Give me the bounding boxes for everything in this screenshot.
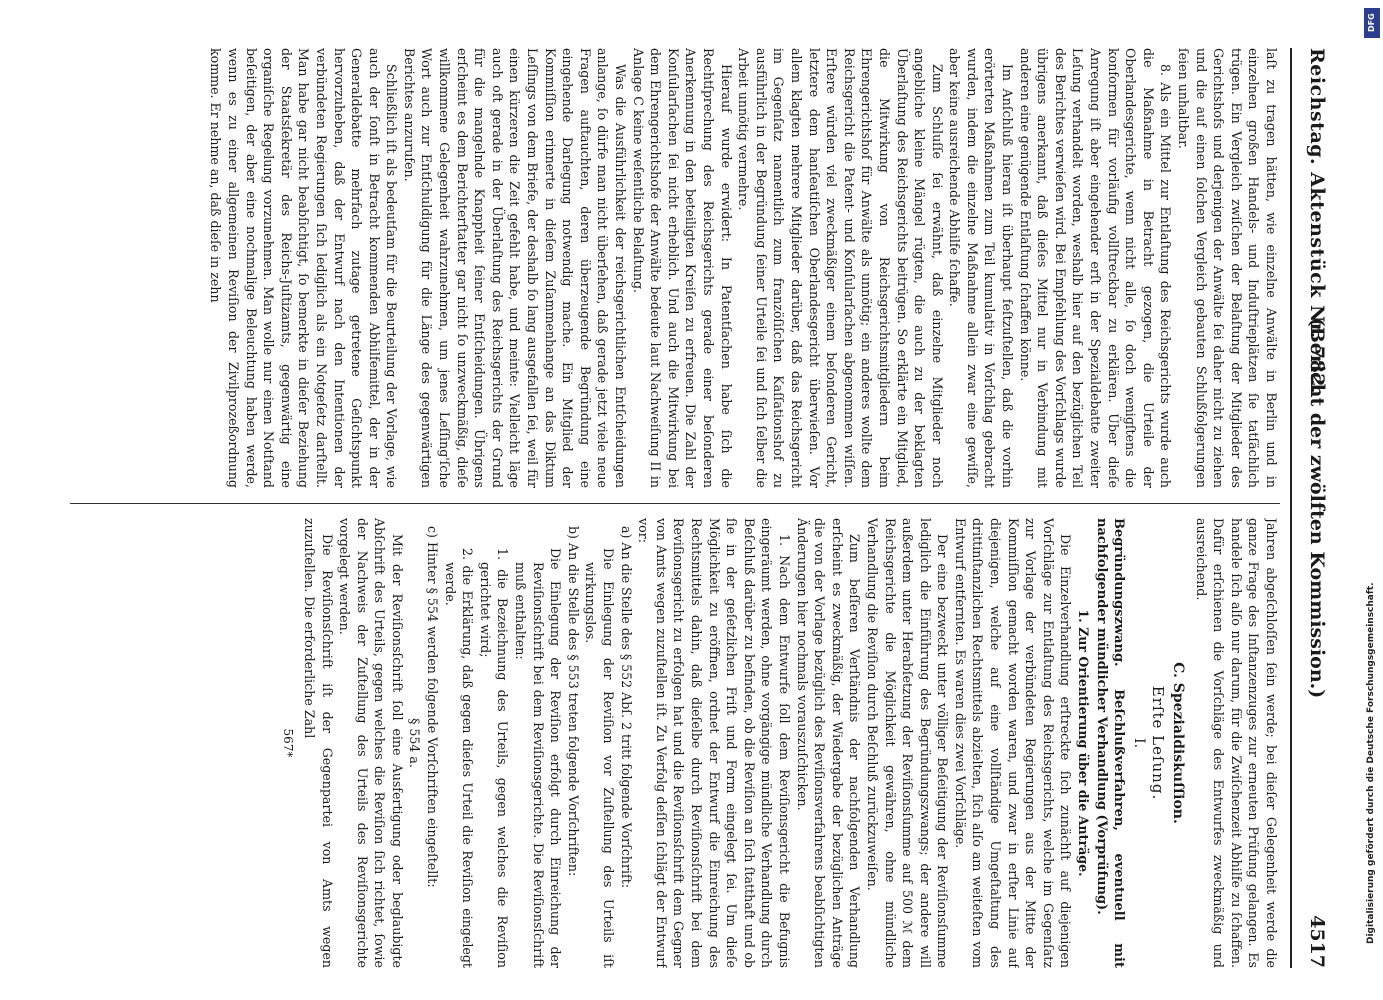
column-divider [70, 503, 1280, 504]
roman-numeral: I. [1130, 738, 1147, 748]
paragraph: Zum beſſeren Verſtändnis der nachfolgenden Verhandlung erſcheint es zweckmäßig, der Wiedergabe der bezüglichen Anträge die von der Vorlage bezüglich des Reviſionsverfahrens beabſichtigten Änderungen hier nochmals vorauszuſchicken. [794, 518, 863, 968]
paragraph: Zum Schluſſe ſei erwähnt, daß einzelne Mitglieder noch angebliche kleine Mängel rügten, die auch zu der beklagten Überlaſtung des Reichsgerichts beitrügen. So erklärte ein Mitglied, die Mitwirkung von Reichsgerichtsmitgliedern beim Ehrengerichtshof für Anwälte als unnötig; ein anderes wollte dem Reichsgericht die Patent- und Konſularſachen abgenommen wiſſen. Erſtere würden viel zweckmäßiger einem beſonderen Gericht, letztere dem hanſeatiſchen Oberlandesgericht überwieſen. Vor allem klagten mehrere Mitglieder darüber, daß das Reichsgericht im Gegenſatz namentlich zum franzöſiſchen Kaſſationshof zu ausführlich in der Begründung ſeiner Urteile ſei und ſich ſelber die Arbeit unnötig vermehre. [736, 48, 945, 488]
list-item: Die Einlegung der Reviſion erfolgt durch Einreichung der Reviſionsſchrift bei dem Reviſionsgerichte. Die Reviſionsſchrift muß enthalten: [513, 548, 564, 968]
list-item: c) Hinter § 554 werden folgende Vorſchriften eingeſtellt: [425, 526, 441, 888]
digitization-credit: Digitalisierung gefördert durch die Deutsche Forschungsgemeinschaft. [1366, 582, 1376, 944]
paragraph: Mit der Reviſionsſchrift ſoll eine Ausfertigung oder beglaubigte Abſchrift des Urteils, gegen welches die Reviſion ſich richtet, ſowie der Nachweis der Zuſtellung des Urteils des Reviſionsgerichte vorgelegt werden. [337, 518, 405, 968]
paragraph: Die Reviſionsſchrift iſt der Gegenpartei von Amts wegen zuzuſtellen. Die erforderliche Zahl [301, 518, 335, 968]
subsection-heading: Erſte Leſung. [1149, 685, 1168, 801]
paragraph: Hierauf wurde erwidert: In Patentſachen habe ſich die Rechtſprechung des Reichsgerichts gerade einer beſonderen Anerkennung in den beteiligten Kreiſen zu erfreuen. Die Zahl der Konſularſachen ſei nicht erheblich. Und auch die Mitwirkung bei dem Ehrengerichtshofe der Anwälte bedeute laut Nachweiſung II in Anlage C keine weſentliche Belaſtung. [630, 48, 734, 488]
paragraph: 1. Nach dem Entwurfe ſoll dem Reviſionsgericht die Befugnis eingeräumt werden, ohne vorgängige mündliche Verhandlung durch Beſchluß darüber zu befinden, ob die Reviſion an ſich ſtatthaft und ob ſie in der geſetzlichen Friſt und Form eingelegt ſei. Um dieſe Möglichkeit zu eröffnen, ordnet der Entwurf die Einreichung des Rechtsmittels dahin, daß dieſelbe durch Reviſionsſchrift bei dem Reviſionsgericht zu erfolgen hat und die Reviſionsſchrift dem Gegner von Amts wegen zuzuſtellen iſt. Zu Verfolg deſſen ſchlägt der Entwurf vor: [636, 518, 792, 968]
paragraph: Jahren abgeſchloſſen ſein werde; bei dieſer Gelegenheit werde die ganze Frage des Inſtanzenzuges zur erneuten Prüfung gelangen. Es handele ſich alſo nur darum, für die Zwiſchenzeit Abhilfe zu ſchaffen. Dafür erſchienen die Vorſchläge des Entwurfes zweckmäßig und ausreichend. [1193, 518, 1279, 968]
list-item: 1. die Bezeichnung des Urteils, gegen welches die Reviſion gerichtet wird; [477, 548, 511, 968]
orientation-heading: 1. Zur Orientierung über die Anträge. [1076, 609, 1092, 877]
paragraph: Der eine bezweckt unter völliger Beſeitigung der Reviſionsſumme lediglich die Einführung des Begründungszwangs; der andere will außerdem unter Herabſetzung der Reviſionsſumme auf 500 ℳ dem Reichsgerichte die Möglichkeit gewähren, ohne mündliche Verhandlung die Reviſion durch Beſchluß zurückzuweiſen. [864, 518, 951, 968]
paragraph-number: § 554 a. [407, 718, 423, 768]
page-number: 4517 [1306, 915, 1328, 968]
page-header [1290, 48, 1340, 968]
header-left: Reichstag. Aktenstück Nr. 782. [1306, 48, 1328, 395]
list-item: a) An die Stelle des § 552 Abſ. 2 tritt folgende Vorſchrift: [618, 526, 634, 889]
list-item: 2. die Erklärung, daß gegen dieſes Urteil die Reviſion eingelegt werde. [442, 548, 476, 968]
list-item: b) An die Stelle des § 553 treten folgende Vorſchriften: [565, 526, 581, 877]
dfg-logo: DFG [1364, 8, 1380, 38]
right-column [60, 518, 1280, 968]
paragraph: Schließlich iſt als bedeutſam für die Beurteilung der Vorlage, wie auch der ſonſt in Betracht kommenden Abhilfemittel, der in der Generaldebatte mehrfach zutage getretene Geſichtspunkt hervorzuheben, daß der Entwurf nach den Intentionen der verbündeten Regierungen ſich lediglich als ein Notgeſetz darſtellt. Man habe gar nicht beabſichtigt, ſo bemerkte in dieſer Beziehung der Staatsſekretär des Reichs-Juſtizamts, gegenwärtig eine organiſche Regelung vorzunehmen. Man wolle nur einen Notſtand beſeitigen, der aber eine nochmalige Beleuchtung haben werde, wenn es zu einer allgemeinen Reviſion der Zivilprozeßordnung komme. Er nehme an, daß dieſe in zehn [208, 48, 400, 488]
list-item: Die Einlegung der Reviſion vor Zuſtellung des Urteils iſt wirkungslos. [583, 548, 617, 968]
paragraph: 8. Als ein Mittel zur Entlaſtung des Reichsgerichts wurde auch die Maßnahme in Betracht gezogen, die Urteile der Oberlandesgerichte, wenn nicht alle, ſo doch wenigſtens die konformen für vorläufig vollſtreckbar zu erklären. Über dieſe Anregung iſt aber eingehender erſt in der Spezialdebatte zweiter Leſung verhandelt worden, weshalb hier auf den bezüglichen Teil des Berichtes verwieſen wird. Bei Empfehlung des Vorſchlags wurde übrigens anerkannt, daß dieſes Mittel nur in Verbindung mit anderen eine genügende Entlaſtung ſchaffen könne. [1017, 48, 1174, 488]
header-center: (Bericht der zwölften Kommission.) [1306, 317, 1328, 699]
topic-heading: Begründungszwang. Beſchlußverfahren, eventuell mit nachfolgender mündlicher Verhandlung (Vorprüfung). [1093, 518, 1127, 968]
paragraph: Was die Ausführlichkeit der reichsgerichtlichen Entſcheidungen anlange, ſo dürfe man nicht überſehen, daß gerade jetzt viele neue Fragen auftauchten, deren überzeugende Begründung eine eingehende Darlegung notwendig mache. Ein Mitglied der Kommiſſion erinnerte in dieſem Zuſammenhange an das Diktum Leſſings von dem Briefe, der deshalb ſo lang ausgefallen ſei, weil für einen kürzeren die Zeit gefehlt habe, und meinte: Vielleicht läge auch oft gerade in der Überlaſtung des Reichsgerichts der Grund für die mangelnde Knappheit ſeiner Entſcheidungen. Übrigens erſcheint es dem Berichterſtatter gar nicht ſo unzweckmäßig, dieſe willkommene Gelegenheit wahrzunehmen, um jenes Leſſing'ſche Wort auch zur Entſchuldigung für die Länge des gegenwärtigen Berichtes anzurufen. [401, 48, 629, 488]
paragraph: Die Einzelverhandlung erſtreckte ſich zunächſt auf diejenigen Vorſchläge zur Entlaſtung des Reichsgerichts, welche im Gegenſatz zur Vorlage der verbündeten Regierungen aus der Mitte der Kommiſſion gemacht worden waren, und zwar in erſter Linie auf diejenigen, welche auf eine vollſtändige Umgeſtaltung des drittinſtanzlichen Rechtsmittels abzielten, ſich alſo am weiteſten vom Entwurf entfernten. Es waren dies zwei Vorſchläge. [952, 518, 1074, 968]
left-column [60, 48, 1280, 488]
paragraph: Im Anſchluß hieran iſt überhaupt feſtzuſtellen, daß die vorhin erörterten Maßnahmen zum Teil kumulativ in Vorſchlag gebracht wurden, indem die einzelne Maßnahme allein zwar eine gewiſſe, aber keine ausreichende Abhilfe ſchaffe. [947, 48, 1016, 488]
signature-mark: 567* [281, 728, 296, 758]
document-page [50, 48, 1340, 968]
paragraph: laſt zu tragen hätten, wie einzelne Anwälte in Berlin und in einzelnen großen Handels- und Induſtrieplätzen ſie tatſächlich trügen. Ein Vergleich zwiſchen der Belaſtung der Mitglieder des Gerichtshofs und derjenigen der Anwälte ſei daher nicht zu ziehen und die auf einen ſolchen Vergleich gebauten Schlußfolgerungen ſeien unhaltbar. [1176, 48, 1279, 488]
section-heading: C. Spezialdiskuſſion. [1170, 662, 1187, 824]
